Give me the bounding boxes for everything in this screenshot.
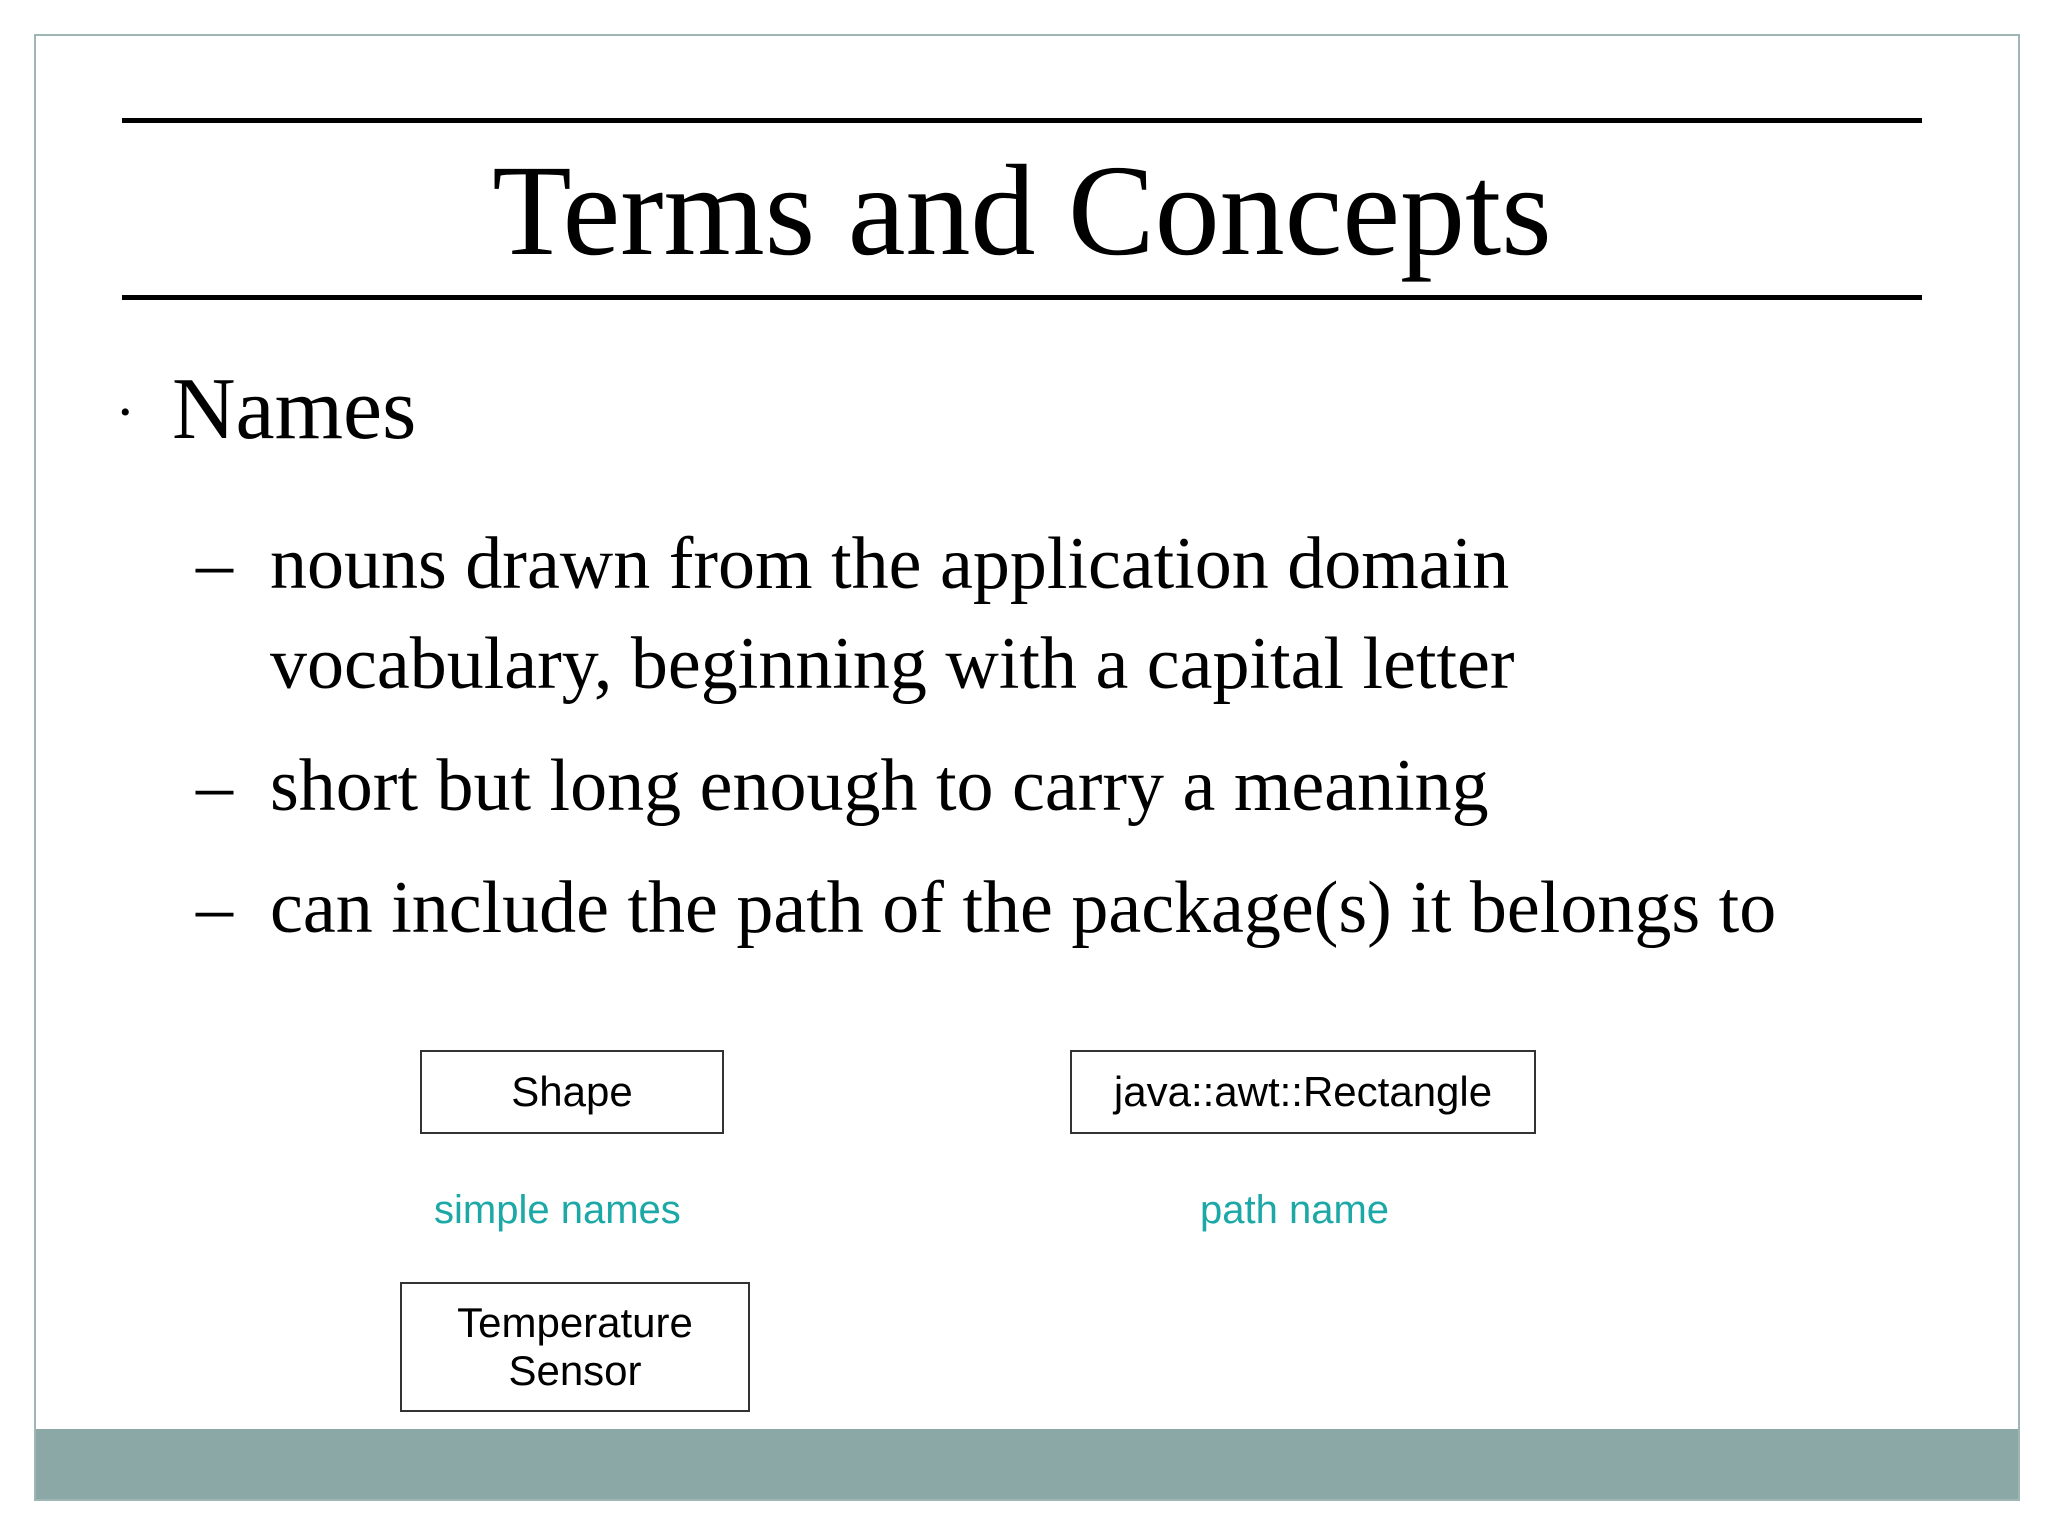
simple-names-caption: simple names bbox=[434, 1188, 681, 1232]
footer-bar bbox=[36, 1429, 2018, 1499]
dash-marker: – bbox=[196, 523, 233, 605]
sub-bullet-text: short but long enough to carry a meaning bbox=[270, 745, 1489, 827]
temperature-label-line1: Temperature bbox=[457, 1299, 693, 1346]
slide bbox=[34, 34, 2020, 1501]
sub-bullet-text: can include the path of the package(s) it belongs to bbox=[270, 867, 1777, 949]
title-top-rule bbox=[122, 118, 1922, 123]
slide-title: Terms and Concepts bbox=[492, 139, 1552, 283]
bullet-marker: • bbox=[120, 396, 131, 429]
rectangle-class-box bbox=[1070, 1050, 1536, 1134]
shape-class-box bbox=[420, 1050, 724, 1134]
title-bottom-rule bbox=[122, 295, 1922, 300]
sub-bullet-2 bbox=[196, 736, 1826, 836]
dash-marker: – bbox=[196, 745, 233, 827]
sub-bullet-text: nouns drawn from the application domain vocabulary, beginning with a capital letter bbox=[270, 523, 1515, 705]
shape-class-label: Shape bbox=[511, 1068, 633, 1115]
sub-bullet-1 bbox=[196, 514, 1826, 714]
sub-bullet-3 bbox=[196, 858, 1826, 958]
bullet-heading: Names bbox=[172, 361, 417, 458]
dash-marker: – bbox=[196, 867, 233, 949]
path-name-caption: path name bbox=[1200, 1188, 1390, 1232]
temperature-sensor-class-box bbox=[400, 1282, 750, 1412]
rectangle-class-label: java::awt::Rectangle bbox=[1113, 1068, 1493, 1115]
temperature-label-line2: Sensor bbox=[508, 1347, 642, 1394]
